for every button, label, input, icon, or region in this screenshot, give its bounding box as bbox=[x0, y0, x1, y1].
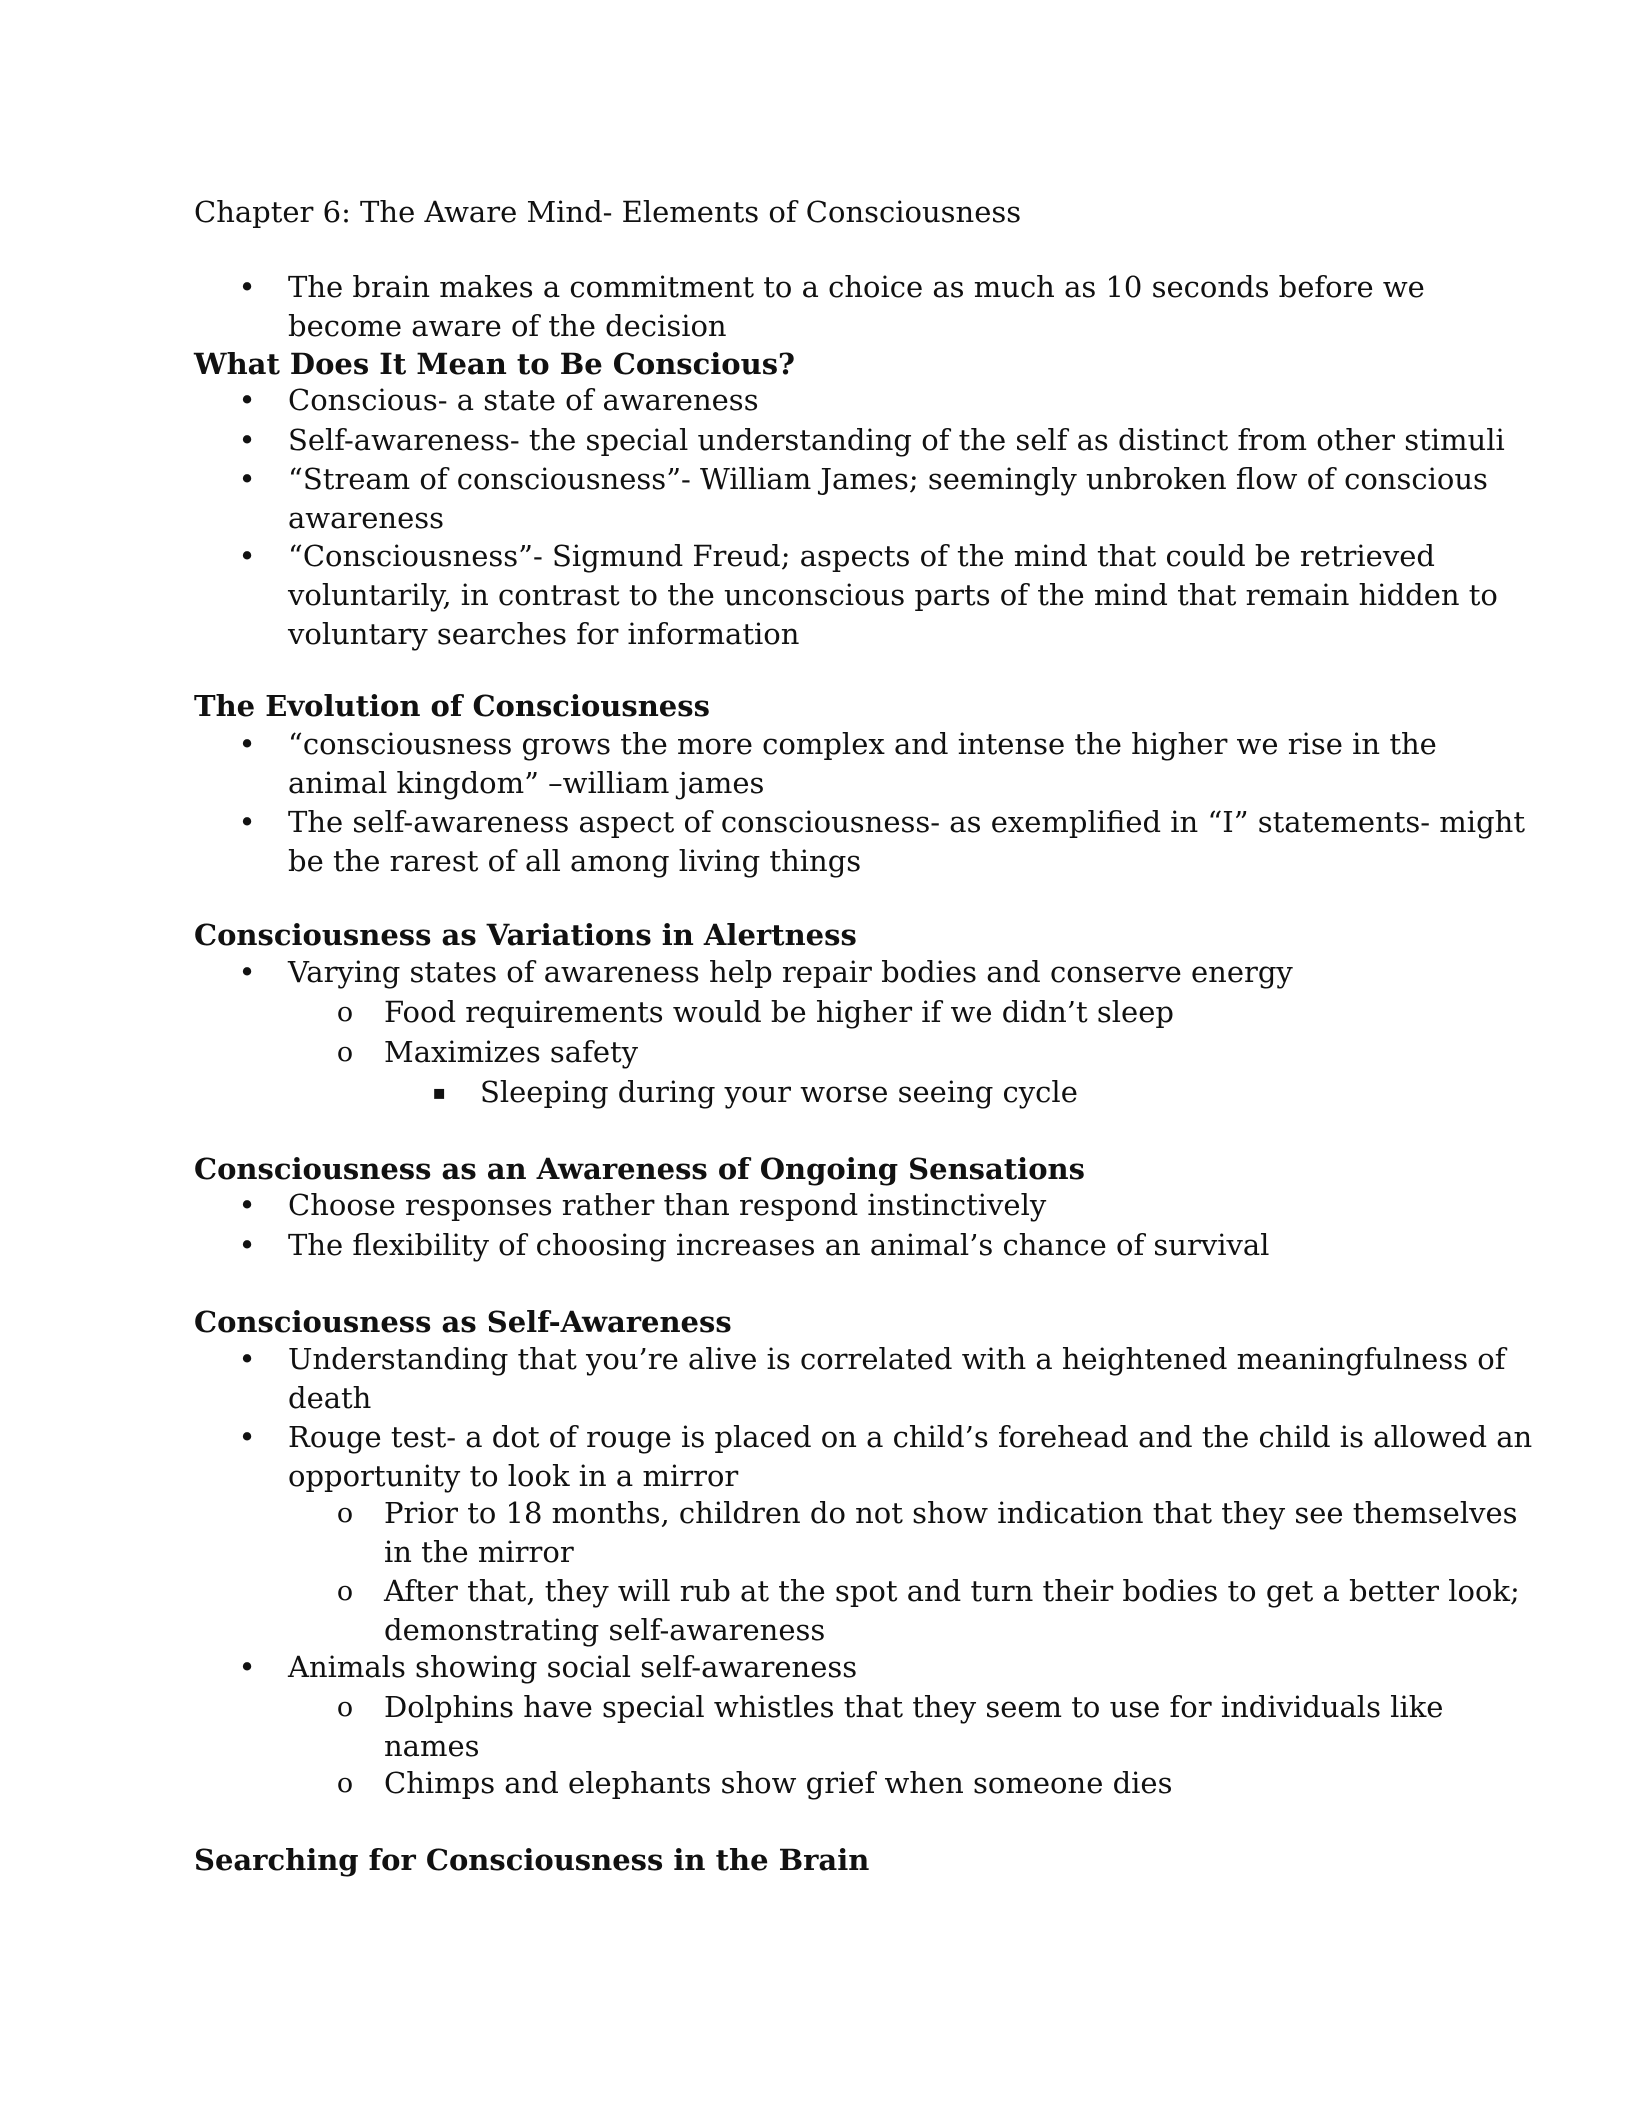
bullet-line: Food requirements would be higher if we didn’t sleep bbox=[384, 995, 1174, 1029]
bullet-line: Animals showing social self-awareness bbox=[288, 1650, 858, 1684]
bullet-line: The self-awareness aspect of consciousness- as exemplified in “I” statements- might bbox=[288, 805, 1525, 839]
bullet-line: become aware of the decision bbox=[288, 309, 727, 343]
bullet-marker: • bbox=[238, 539, 256, 573]
bullet-line: Dolphins have special whistles that they seem to use for individuals like bbox=[384, 1690, 1444, 1724]
bullet-marker: • bbox=[238, 1420, 256, 1454]
bullet-line: Choose responses rather than respond instinctively bbox=[288, 1188, 1047, 1222]
bullet-line: be the rarest of all among living things bbox=[288, 844, 862, 878]
bullet-line: voluntarily, in contrast to the unconscious parts of the mind that remain hidden to bbox=[288, 578, 1498, 612]
bullet-marker: • bbox=[238, 423, 256, 457]
bullet-marker: • bbox=[238, 383, 256, 417]
section-heading-alertness: Consciousness as Variations in Alertness bbox=[194, 918, 857, 952]
bullet-marker: • bbox=[238, 955, 256, 989]
bullet-marker: • bbox=[238, 1342, 256, 1376]
bullet-line: “Stream of consciousness”- William James; seemingly unbroken flow of conscious bbox=[288, 462, 1488, 496]
document-title: Chapter 6: The Aware Mind- Elements of Consciousness bbox=[194, 195, 1022, 229]
sub-bullet-marker: o bbox=[336, 1768, 354, 1799]
bullet-line: death bbox=[288, 1381, 372, 1415]
bullet-marker: • bbox=[238, 462, 256, 496]
bullet-line: Sleeping during your worse seeing cycle bbox=[480, 1075, 1078, 1109]
sub-bullet-marker: o bbox=[336, 1576, 354, 1607]
bullet-line: Chimps and elephants show grief when someone dies bbox=[384, 1766, 1173, 1800]
bullet-marker: • bbox=[238, 1228, 256, 1262]
bullet-marker: • bbox=[238, 805, 256, 839]
bullet-line: “consciousness grows the more complex and intense the higher we rise in the bbox=[288, 727, 1437, 761]
bullet-marker: • bbox=[238, 270, 256, 304]
bullet-marker: • bbox=[238, 1188, 256, 1222]
section-heading-what-conscious: What Does It Mean to Be Conscious? bbox=[194, 347, 796, 381]
bullet-line: Rouge test- a dot of rouge is placed on a child’s forehead and the child is allowed an bbox=[288, 1420, 1533, 1454]
sub-bullet-marker: o bbox=[336, 1692, 354, 1723]
bullet-text bbox=[288, 268, 1425, 346]
bullet-line: Conscious- a state of awareness bbox=[288, 383, 759, 417]
sub-bullet-marker: o bbox=[336, 1498, 354, 1529]
bullet-line: names bbox=[384, 1729, 480, 1763]
bullet-line: awareness bbox=[288, 501, 445, 535]
bullet-line: animal kingdom” –william james bbox=[288, 766, 765, 800]
square-bullet-marker: ▪ bbox=[432, 1080, 446, 1104]
bullet-line: Varying states of awareness help repair bodies and conserve energy bbox=[288, 955, 1293, 989]
bullet-line: “Consciousness”- Sigmund Freud; aspects of the mind that could be retrieved bbox=[288, 539, 1435, 573]
bullet-line: voluntary searches for information bbox=[288, 617, 800, 651]
bullet-marker: • bbox=[238, 1650, 256, 1684]
bullet-line: Understanding that you’re alive is correlated with a heightened meaningfulness of bbox=[288, 1342, 1506, 1376]
section-heading-ongoing-sensations: Consciousness as an Awareness of Ongoing Sensations bbox=[194, 1152, 1085, 1186]
bullet-line: opportunity to look in a mirror bbox=[288, 1459, 739, 1493]
bullet-line: Self-awareness- the special understanding of the self as distinct from other stimuli bbox=[288, 423, 1505, 457]
sub-bullet-marker: o bbox=[336, 997, 354, 1028]
section-heading-self-awareness: Consciousness as Self-Awareness bbox=[194, 1305, 732, 1339]
bullet-line: The brain makes a commitment to a choice as much as 10 seconds before we bbox=[288, 270, 1425, 304]
bullet-line: The flexibility of choosing increases an animal’s chance of survival bbox=[288, 1228, 1270, 1262]
sub-bullet-marker: o bbox=[336, 1037, 354, 1068]
bullet-line: After that, they will rub at the spot and turn their bodies to get a better look; bbox=[384, 1574, 1520, 1608]
bullet-line: Maximizes safety bbox=[384, 1035, 639, 1069]
bullet-line: in the mirror bbox=[384, 1535, 574, 1569]
bullet-line: demonstrating self-awareness bbox=[384, 1613, 826, 1647]
section-heading-brain: Searching for Consciousness in the Brain bbox=[194, 1843, 870, 1877]
section-heading-evolution: The Evolution of Consciousness bbox=[194, 689, 710, 723]
bullet-line: Prior to 18 months, children do not show indication that they see themselves bbox=[384, 1496, 1518, 1530]
bullet-marker: • bbox=[238, 727, 256, 761]
